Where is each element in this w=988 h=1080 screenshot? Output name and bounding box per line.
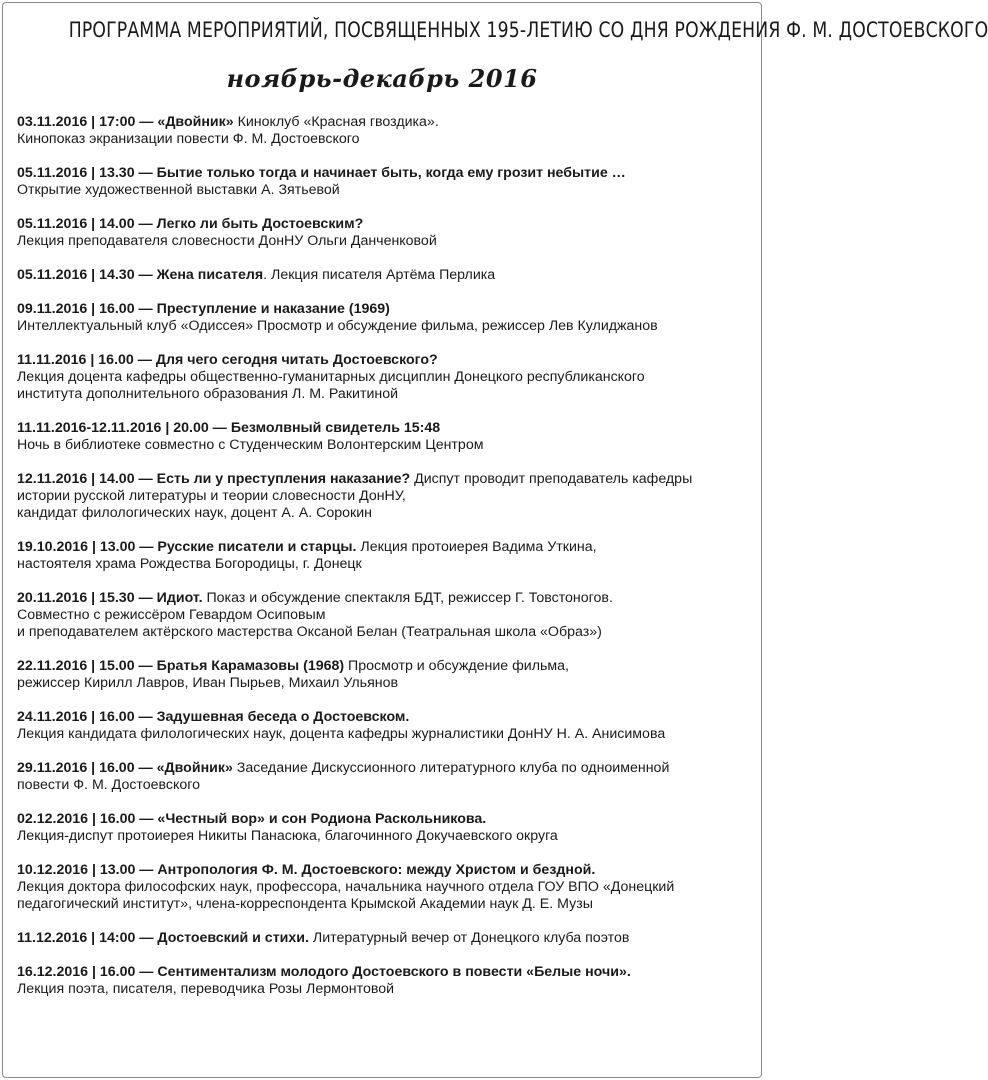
event-heading-line <box>17 267 752 284</box>
event-title: 24.11.2016 | 16.00 — Задушевная беседа о Достоевском. <box>17 709 410 725</box>
event-heading-line <box>17 539 752 556</box>
event-detail-line: института дополнительного образования Л. М. Ракитиной <box>17 386 399 402</box>
event-description: Диспут проводит преподаватель кафедры <box>410 471 693 487</box>
event-item <box>17 301 752 335</box>
event-item <box>17 930 752 947</box>
event-description: Заседание Дискуссионного литературного клуба по одноименной <box>232 760 670 776</box>
event-detail-line: Совместно с режиссёром Гевардом Осиповым <box>17 607 326 623</box>
event-description: . Лекция писателя Артёма Перлика <box>263 267 496 283</box>
event-title: 20.11.2016 | 15.30 — Идиот. <box>17 590 203 606</box>
event-title: 12.11.2016 | 14.00 — Есть ли у преступления наказание? <box>17 471 411 487</box>
event-detail-line: режиссер Кирилл Лавров, Иван Пырьев, Михаил Ульянов <box>17 675 399 691</box>
event-heading-line <box>17 709 752 726</box>
event-item <box>17 165 752 199</box>
event-item <box>17 267 752 284</box>
event-heading-line <box>17 301 752 318</box>
event-list <box>17 114 752 1015</box>
event-heading-line <box>17 216 752 233</box>
event-detail-line: Кинопоказ экранизации повести Ф. М. Достоевского <box>17 131 360 147</box>
event-title: 03.11.2016 | 17:00 — «Двойник» <box>17 114 234 130</box>
event-item <box>17 114 752 148</box>
event-item <box>17 590 752 641</box>
period-subtitle: ноябрь-декабрь 2016 <box>226 64 538 93</box>
event-title: 05.11.2016 | 14.30 — Жена писателя <box>17 267 264 283</box>
event-detail-line: педагогический институт», члена-корреспондента Крымской Академии наук Д. Е. Музы <box>17 896 593 912</box>
event-detail-line: Лекция-диспут протоиерея Никиты Панасюка, благочинного Докучаевского округа <box>17 828 558 844</box>
event-title: 09.11.2016 | 16.00 — Преступление и наказание (1969) <box>17 301 390 317</box>
event-heading-line <box>17 590 752 607</box>
event-detail-line: Интеллектуальный клуб «Одиссея» Просмотр и обсуждение фильма, режиссер Лев Кулиджанов <box>17 318 658 334</box>
event-title: 11.11.2016 | 16.00 — Для чего сегодня читать Достоевского? <box>17 352 438 368</box>
event-heading-line <box>17 114 752 131</box>
event-title: 05.11.2016 | 13.30 — Бытие только тогда и начинает быть, когда ему грозит небытие … <box>17 165 626 181</box>
event-item <box>17 420 752 454</box>
event-heading-line <box>17 811 752 828</box>
event-title: 19.10.2016 | 13.00 — Русские писатели и старцы. <box>17 539 357 555</box>
event-detail-line: Ночь в библиотеке совместно с Студенческим Волонтерским Центром <box>17 437 484 453</box>
event-heading-line <box>17 760 752 777</box>
event-heading-line <box>17 862 752 879</box>
event-detail-line: Лекция доктора философских наук, профессора, начальника научного отдела ГОУ ВПО «Донецкий <box>17 879 675 895</box>
event-detail-line: повести Ф. М. Достоевского <box>17 777 201 793</box>
event-detail-line: и преподавателем актёрского мастерства Оксаной Белан (Театральная школа «Образ») <box>17 624 602 640</box>
event-title: 11.12.2016 | 14:00 — Достоевский и стихи. <box>17 930 309 946</box>
event-detail-line: кандидат филологических наук, доцент А. А. Сорокин <box>17 505 372 521</box>
event-detail-line: Лекция доцента кафедры общественно-гуманитарных дисциплин Донецкого республиканского <box>17 369 645 385</box>
event-item <box>17 539 752 573</box>
event-item <box>17 709 752 743</box>
event-title: 29.11.2016 | 16.00 — «Двойник» <box>17 760 233 776</box>
event-item <box>17 352 752 403</box>
event-title: 05.11.2016 | 14.00 — Легко ли быть Достоевским? <box>17 216 364 232</box>
event-description: Лекция протоиерея Вадима Уткина, <box>356 539 597 555</box>
event-title: 16.12.2016 | 16.00 — Сентиментализм молодого Достоевского в повести «Белые ночи». <box>17 964 631 980</box>
event-description: Показ и обсуждение спектакля БДТ, режиссер Г. Товстоногов. <box>202 590 613 606</box>
event-heading-line <box>17 964 752 981</box>
event-title: 02.12.2016 | 16.00 — «Честный вор» и сон Родиона Раскольникова. <box>17 811 487 827</box>
event-detail-line: настоятеля храма Рождества Богородицы, г. Донецк <box>17 556 362 572</box>
event-item <box>17 964 752 998</box>
event-description: Киноклуб «Красная гвоздика». <box>233 114 439 130</box>
event-detail-line: Открытие художественной выставки А. Зятьевой <box>17 182 340 198</box>
event-heading-line <box>17 658 752 675</box>
event-title: 22.11.2016 | 15.00 — Братья Карамазовы (1968) <box>17 658 345 674</box>
event-title: 11.11.2016-12.11.2016 | 20.00 — Безмолвный свидетель 15:48 <box>17 420 441 436</box>
event-title: 10.12.2016 | 13.00 — Антропология Ф. М. Достоевского: между Христом и бездной. <box>17 862 596 878</box>
event-heading-line <box>17 420 752 437</box>
page-title: ПРОГРАММА МЕРОПРИЯТИЙ, ПОСВЯЩЕННЫХ 195-ЛЕТИЮ СО ДНЯ РОЖДЕНИЯ Ф. М. ДОСТОЕВСКОГО <box>68 18 988 42</box>
event-item <box>17 216 752 250</box>
event-item <box>17 760 752 794</box>
event-detail-line: Лекция поэта, писателя, переводчика Розы Лермонтовой <box>17 981 395 997</box>
event-description: Литературный вечер от Донецкого клуба поэтов <box>308 930 630 946</box>
event-item <box>17 471 752 522</box>
event-item <box>17 862 752 913</box>
event-detail-line: Лекция кандидата филологических наук, доцента кафедры журналистики ДонНУ Н. А. Анисимова <box>17 726 666 742</box>
event-heading-line <box>17 352 752 369</box>
event-heading-line <box>17 471 752 488</box>
event-heading-line <box>17 930 752 947</box>
event-detail-line: Лекция преподавателя словесности ДонНУ Ольги Данченковой <box>17 233 437 249</box>
event-heading-line <box>17 165 752 182</box>
event-item <box>17 811 752 845</box>
event-description: Просмотр и обсуждение фильма, <box>344 658 569 674</box>
event-detail-line: истории русской литературы и теории словесности ДонНУ, <box>17 488 406 504</box>
event-item <box>17 658 752 692</box>
